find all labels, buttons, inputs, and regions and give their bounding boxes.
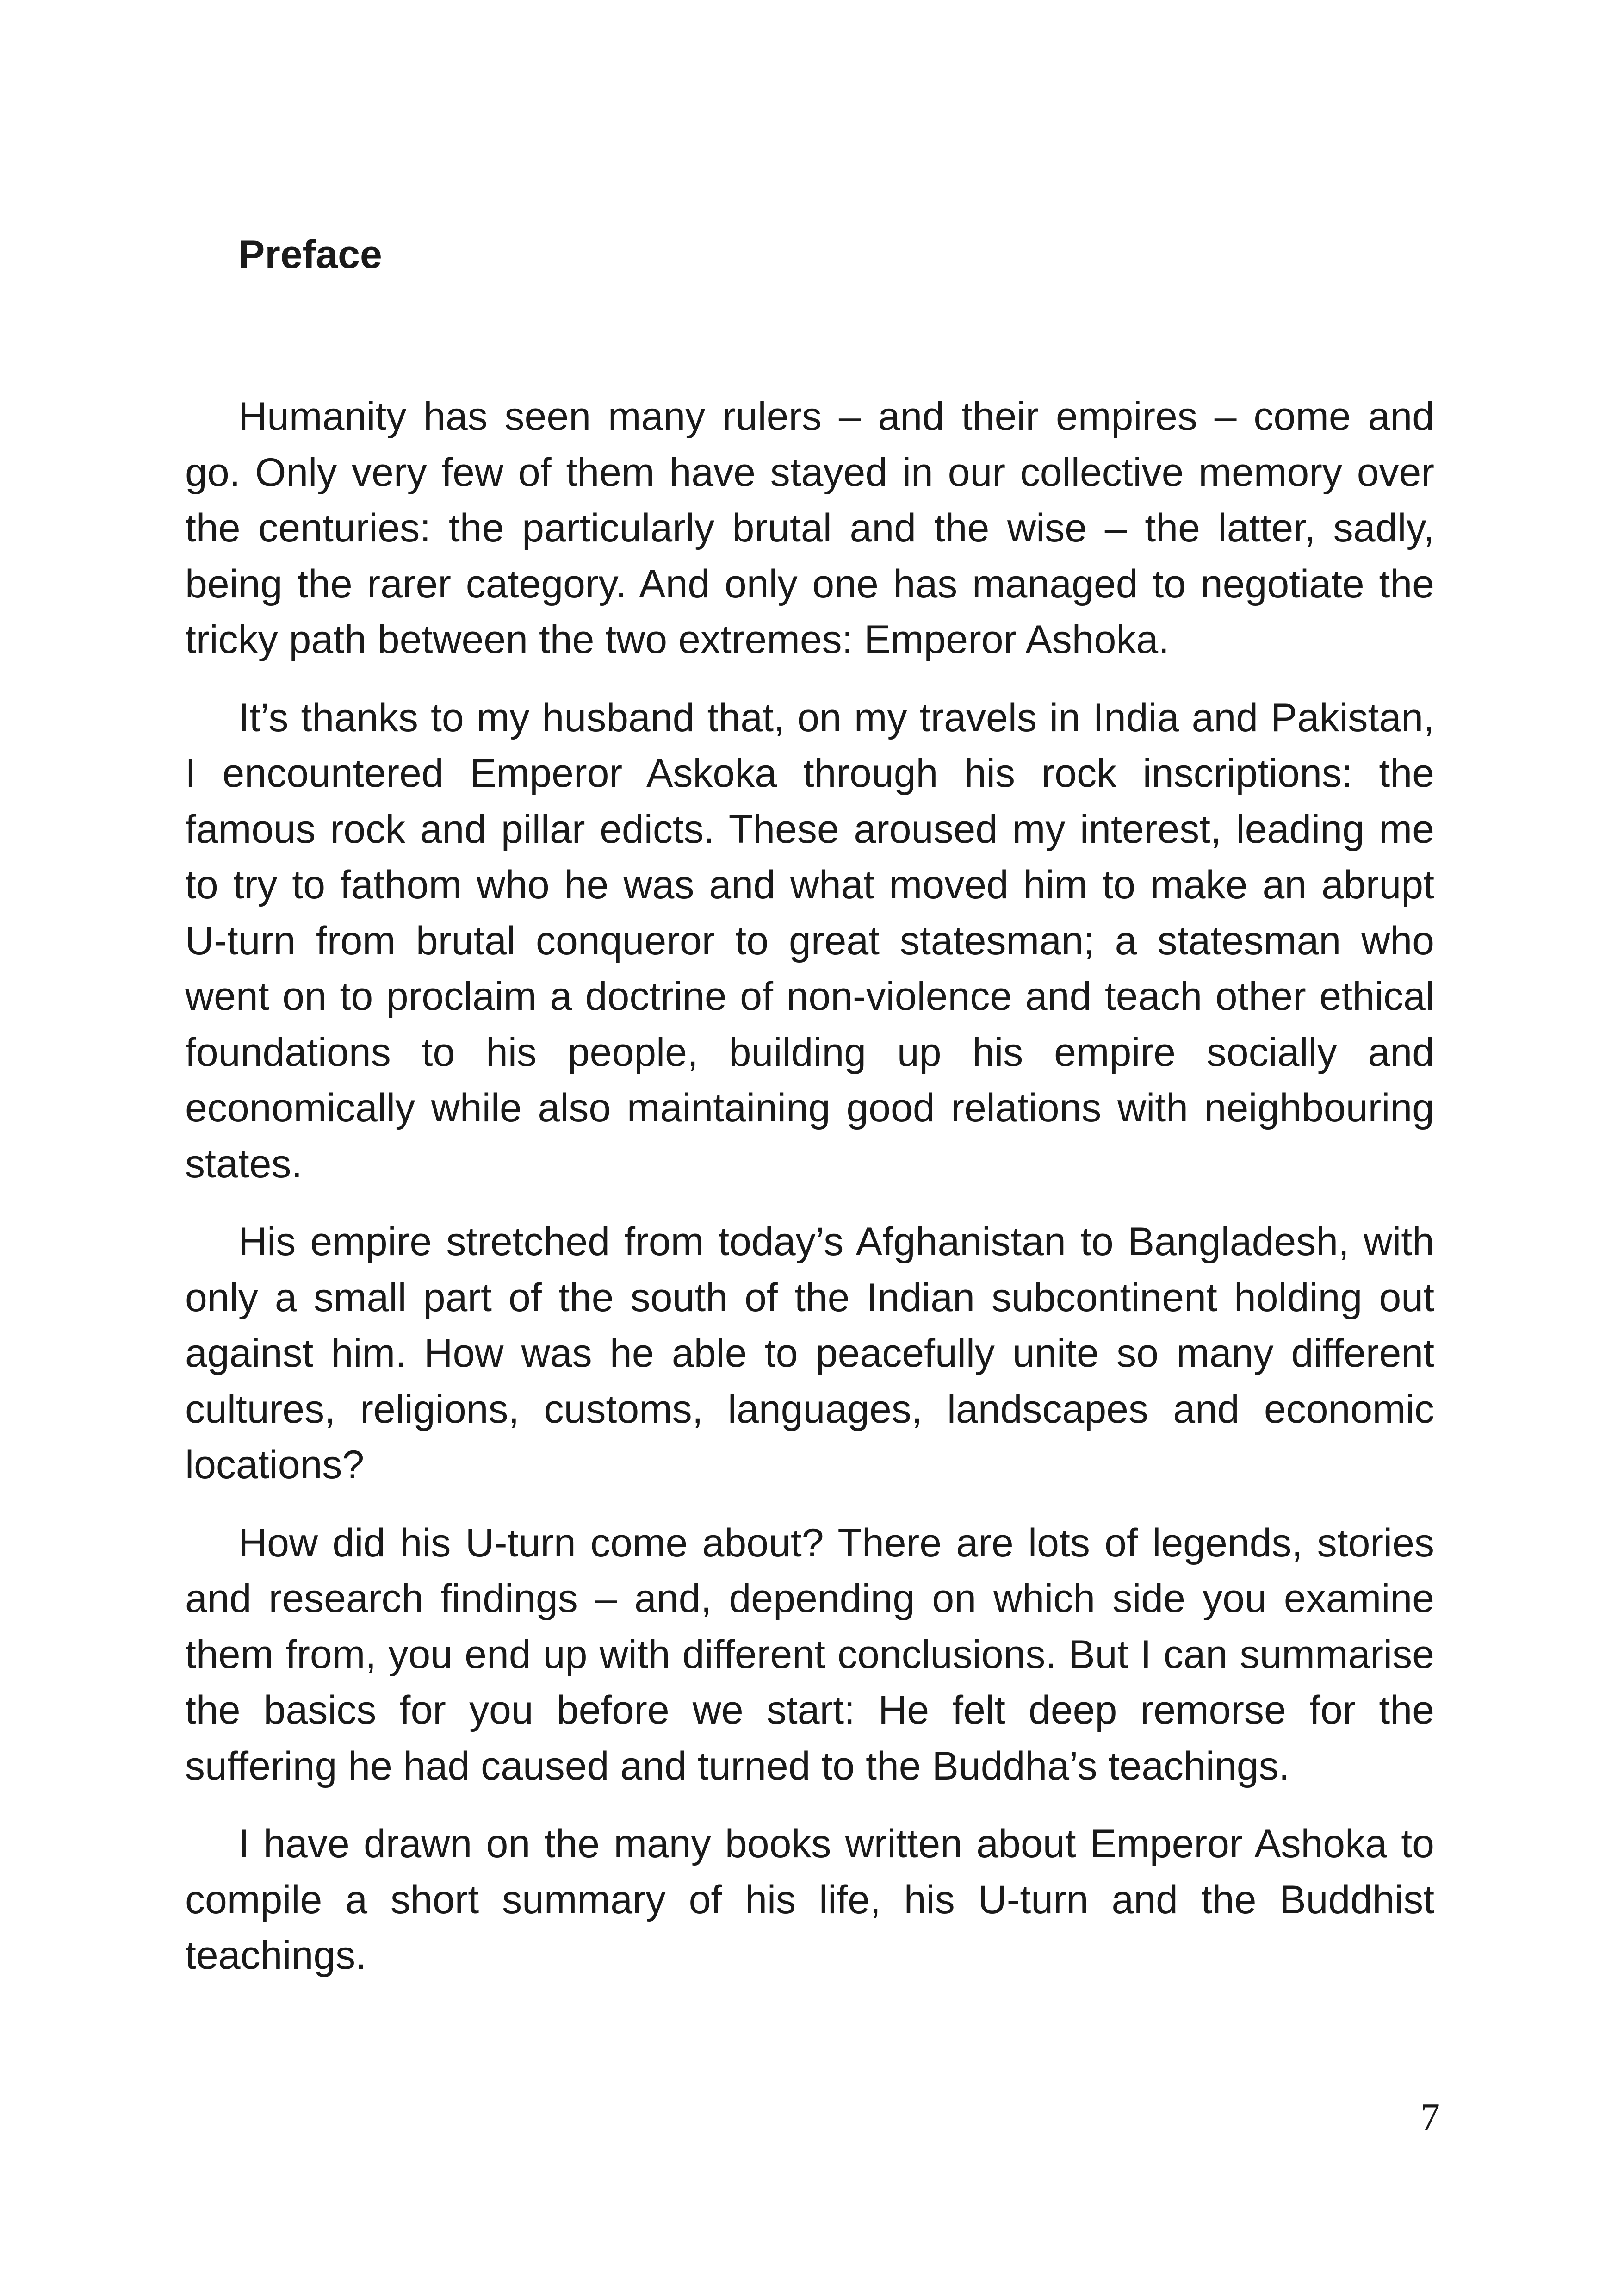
paragraph: How did his U-turn come about? There are lots of legends, stories and research findings – and, depending on which side you examine them from, you end up with different conclusions. But I can summarise the basics for you before we start: He felt deep remorse for the suffering he had caused and turned to the Buddha’s teachings. xyxy=(185,1520,1434,1788)
chapter-heading: Preface xyxy=(238,232,382,277)
paragraph: It’s thanks to my husband that, on my travels in India and Pakistan, I encountered Emperor Askoka through his rock inscriptions: the famous rock and pillar edicts. These aroused my interest, leading me to try to fathom who he was and what moved him to make an abrupt U-turn from brutal conqueror to great statesman; a statesman who went on to proclaim a doctrine of non-violence and teach other ethical foundations to his people, building up his empire socially and economically while also maintaining good relations with neighbouring states. xyxy=(185,695,1434,1186)
page-number: 7 xyxy=(1420,2096,1440,2139)
preface-body xyxy=(185,389,1434,1984)
paragraph: His empire stretched from today’s Afghanistan to Bangladesh, with only a small part of the south of the Indian subcontinent holding out against him. How was he able to peacefully unite so many different cultures, religions, customs, languages, landscapes and economic locations? xyxy=(185,1220,1434,1487)
paragraph: I have drawn on the many books written about Emperor Ashoka to compile a short summary of his life, his U-turn and the Buddhist teachings. xyxy=(185,1822,1434,1978)
paragraph: Humanity has seen many rulers – and their empires – come and go. Only very few of them have stayed in our collective memory over the centuries: the particularly brutal and the wise – the latter, sadly, being the rarer category. And only one has managed to negotiate the tricky path between the two extremes: Emperor Ashoka. xyxy=(185,394,1434,662)
